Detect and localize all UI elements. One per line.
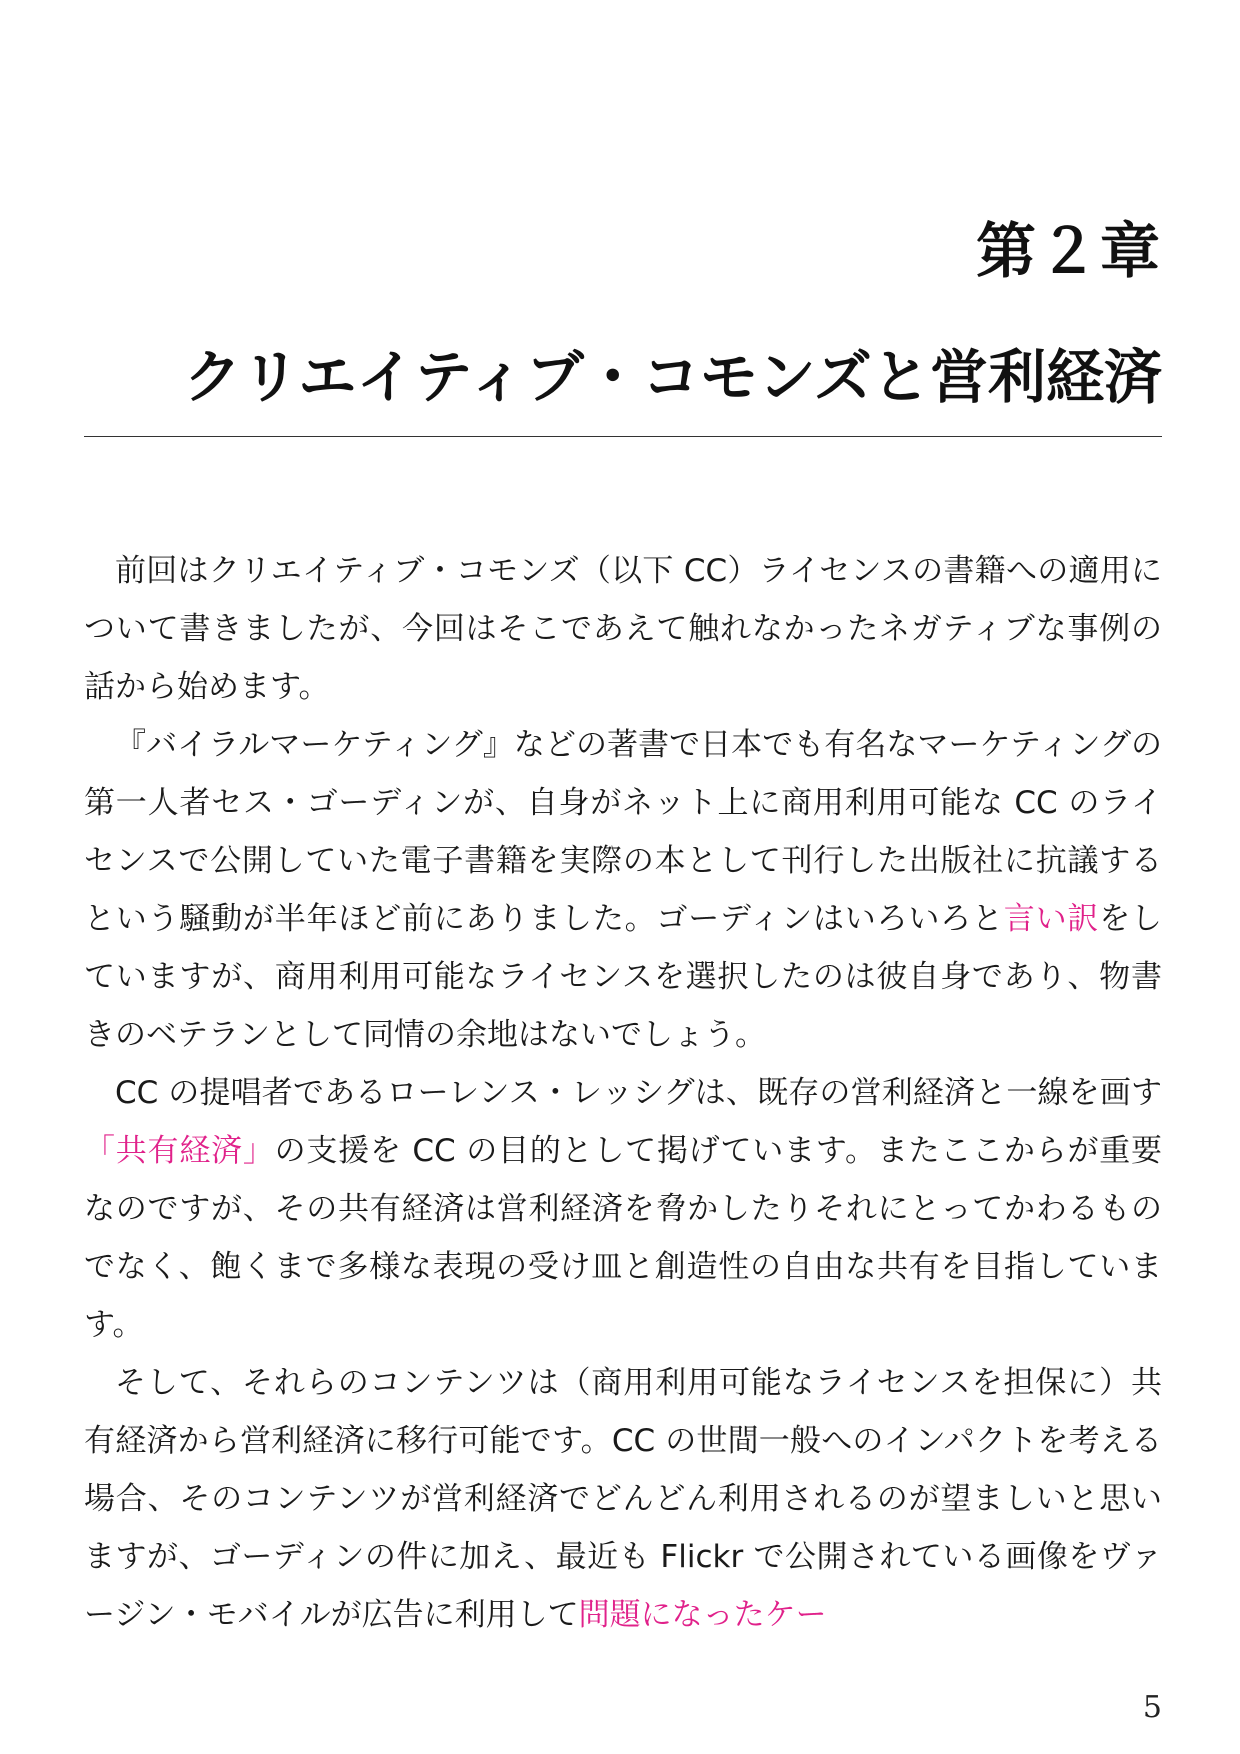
- paragraph-text: 『バイラルマーケティング』などの著書で日本でも有名なマーケティングの第一人者セス・ゴーディンが、自身がネット上に商用利用可能な CC のライセンスで公開していた電子書籍を実際の本として刊行した出版社に抗議するという騒動が半年ほど前にありました。ゴーディンはいろいろと: [84, 727, 1162, 937]
- problem-case-link[interactable]: 問題になったケー: [578, 1597, 827, 1633]
- paragraph-text: をしていますが、商用利用可能なライセンスを選択したのは彼自身であり、物書きのベテランとして同情の余地はないでしょう。: [84, 901, 1162, 1053]
- chapter-title: クリエイティブ・コモンズと営利経済: [183, 343, 1162, 411]
- paragraph-text: 前回はクリエイティブ・コモンズ（以下 CC）ライセンスの書籍への適用について書きましたが、今回はそこであえて触れなかったネガティブな事例の話から始めます。: [84, 553, 1162, 705]
- sharing-economy-link[interactable]: 「共有経済」: [84, 1133, 275, 1169]
- chapter-number: 第２章: [976, 217, 1162, 287]
- paragraph-1: [84, 542, 1162, 716]
- paragraph-text: そして、それらのコンテンツは（商用利用可能なライセンスを担保に）共有経済から営利経済に移行可能です。CC の世間一般へのインパクトを考える場合、そのコンテンツが営利経済でどんどん利用されるのが望ましいと思いますが、ゴーディンの件に加え、最近も Flickr で公開されている画像をヴァージン・モバイルが広告に利用して: [84, 1365, 1162, 1633]
- paragraph-text: の支援を CC の目的として掲げています。またここからが重要なのですが、その共有経済は営利経済を脅かしたりそれにとってかわるものでなく、飽くまで多様な表現の受け皿と創造性の自由な共有を目指しています。: [84, 1133, 1162, 1343]
- paragraph-text: CC の提唱者であるローレンス・レッシグは、既存の営利経済と一線を画す: [115, 1075, 1162, 1111]
- excuse-link[interactable]: 言い訳: [1003, 901, 1100, 937]
- body-text: [84, 542, 1162, 1644]
- title-divider: [84, 436, 1162, 437]
- paragraph-3: [84, 1064, 1162, 1354]
- paragraph-4: [84, 1354, 1162, 1644]
- page-number: 5: [1142, 1690, 1162, 1725]
- paragraph-2: [84, 716, 1162, 1064]
